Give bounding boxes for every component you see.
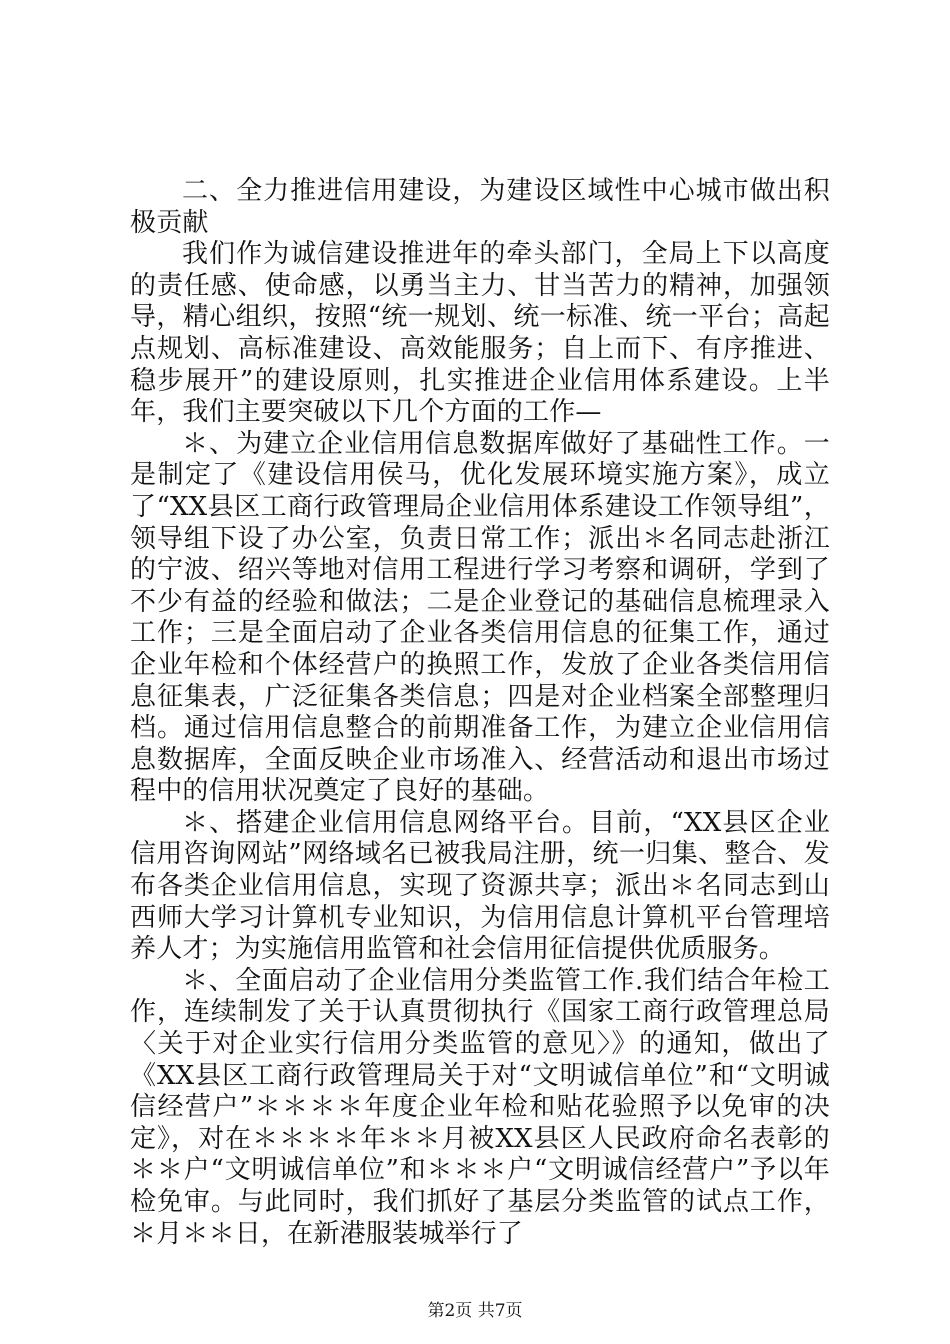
paragraph-intro: 我们作为诚信建设推进年的牵头部门，全局上下以高度的责任感、使命感，以勇当主力、甘当苦力的精神，加强领导，精心组织，按照“统一规划、统一标准、统一平台；高起点规划、高标准建设、高效能服务；自上而下、有序推进、稳步展开”的建设原则，扎实推进企业信用体系建设。上半年，我们主要突破以下几个方面的工作— xyxy=(130,239,830,428)
document-body xyxy=(130,176,830,1250)
paragraph-item-database: ＊、为建立企业信用信息数据库做好了基础性工作。一是制定了《建设信用侯马，优化发展环境实施方案》，成立了“XX县区工商行政管理局企业信用体系建设工作领导组”，领导组下设了办公室，负责日常工作；派出＊名同志赴浙江的宁波、绍兴等地对信用工程进行学习考察和调研，学到了不少有益的经验和做法；二是企业登记的基础信息梳理录入工作；三是全面启动了企业各类信用信息的征集工作，通过企业年检和个体经营户的换照工作，发放了企业各类信用信息征集表，广泛征集各类信息；四是对企业档案全部整理归档。通过信用信息整合的前期准备工作，为建立企业信用信息数据库，全面反映企业市场准入、经营活动和退出市场过程中的信用状况奠定了良好的基础。 xyxy=(130,428,830,807)
page-footer: 第2页 共7页 xyxy=(427,1301,523,1321)
section-heading: 二、全力推进信用建设，为建设区域性中心城市做出积极贡献 xyxy=(130,176,830,238)
paragraph-item-network: ＊、搭建企业信用信息网络平台。目前，“XX县区企业信用咨询网站”网络域名已被我局注册，统一归集、整合、发布各类企业信用信息，实现了资源共享；派出＊名同志到山西师大学习计算机专业知识，为信用信息计算机平台管理培养人才；为实施信用监管和社会信用征信提供优质服务。 xyxy=(130,807,830,965)
paragraph-item-classification: ＊、全面启动了企业信用分类监管工作.我们结合年检工作，连续制发了关于认真贯彻执行《国家工商行政管理总局〈关于对企业实行信用分类监管的意见〉》的通知，做出了《XX县区工商行政管理局关于对“文明诚信单位”和“文明诚信经营户”＊＊＊＊年度企业年检和贴花验照予以免审的决定》，对在＊＊＊＊年＊＊月被XX县区人民政府命名表彰的＊＊户“文明诚信单位”和＊＊＊户“文明诚信经营户”予以年检免审。与此同时，我们抓好了基层分类监管的试点工作，＊月＊＊日，在新港服装城举行了 xyxy=(130,965,830,1249)
